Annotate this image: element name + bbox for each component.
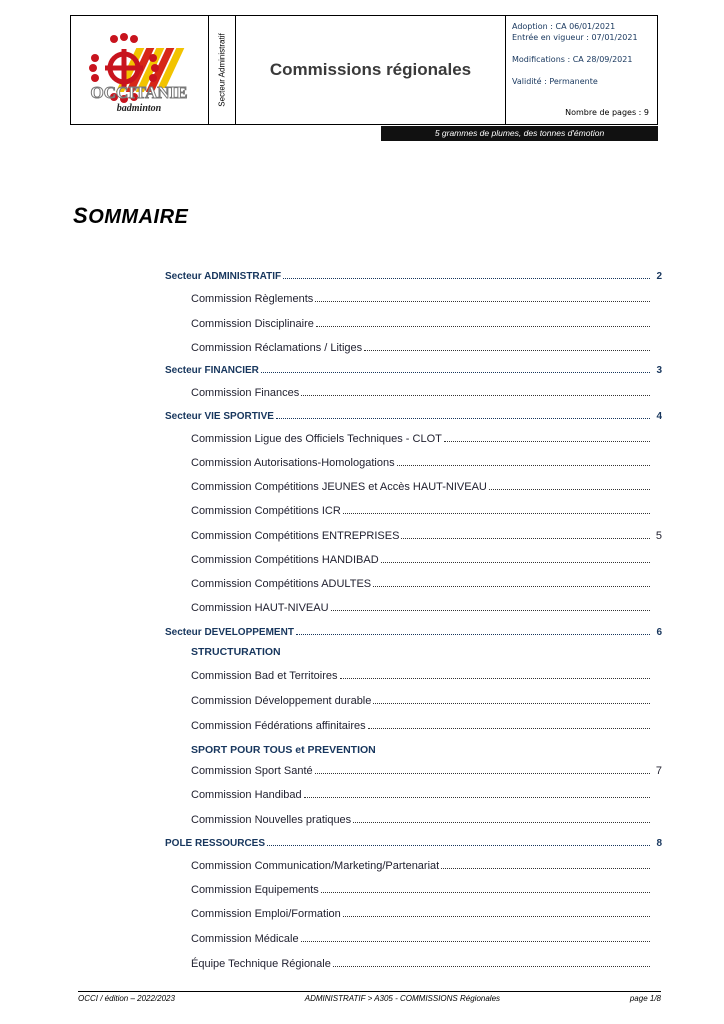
toc-entry[interactable] [191,599,662,614]
toc-entry-label: Commission Compétitions HANDIBAD [191,554,379,566]
toc-entry[interactable] [191,955,662,970]
toc-entry-label: Commission Fédérations affinitaires [191,720,366,732]
footer-page: page 1/8 [629,994,661,1003]
toc-leader-dots [368,728,650,729]
toc-page-number: 3 [656,365,662,376]
toc-entry-label: Commission Handibad [191,789,302,801]
toc-page-number: 4 [656,411,662,422]
entree-text: Entrée en vigueur : 07/01/2021 [512,33,638,42]
toc-entry-label: Équipe Technique Régionale [191,958,331,970]
toc-subheading[interactable] [191,643,662,658]
info-cell [506,16,657,124]
toc-leader-dots [301,941,650,942]
toc-entry-label: STRUCTURATION [191,646,281,658]
toc-entry[interactable] [191,786,662,801]
footer-path: ADMINISTRATIF > A305 - COMMISSIONS Régionales [304,994,501,1003]
toc-section-entry[interactable] [165,623,662,638]
toc-entry[interactable] [191,857,662,872]
toc-leader-dots [364,350,650,351]
logo-cell [71,16,209,124]
toc-leader-dots [261,372,650,373]
toc-entry[interactable] [191,478,662,493]
toc-entry[interactable] [191,575,662,590]
toc-entry[interactable] [191,502,662,517]
toc-entry[interactable] [191,551,662,566]
toc-page-number: 6 [656,627,662,638]
toc-entry[interactable] [191,905,662,920]
toc-leader-dots [353,822,650,823]
validite-text: Validité : Permanente [512,77,598,86]
sommaire-initial: S [73,203,89,228]
toc-entry[interactable] [191,881,662,896]
toc-entry[interactable] [191,717,662,732]
toc-leader-dots [296,634,650,635]
toc-leader-dots [333,966,650,967]
toc-entry-label: Commission Nouvelles pratiques [191,814,352,826]
toc-leader-dots [444,441,650,442]
sommaire-heading [73,203,188,229]
toc-entry-label: Commission Médicale [191,933,299,945]
document-title: Commissions régionales [269,60,472,79]
toc-entry[interactable] [191,527,662,542]
toc-entry[interactable] [191,290,662,305]
toc-leader-dots [304,797,650,798]
toc-entry-label: Commission Disciplinaire [191,318,314,330]
toc-page-number: 2 [656,271,662,282]
occitanie-badminton-logo [71,16,207,124]
toc-leader-dots [381,562,650,563]
toc-page-number: 5 [655,530,662,542]
modifications-text: Modifications : CA 28/09/2021 [512,55,633,64]
toc-entry-label: SPORT POUR TOUS et PREVENTION [191,744,376,756]
adoption-text: Adoption : CA 06/01/2021 [512,22,616,31]
toc-entry[interactable] [191,692,662,707]
toc-leader-dots [321,892,650,893]
toc-entry-label: Commission Finances [191,387,300,399]
toc-entry-label: Secteur ADMINISTRATIF [165,271,282,282]
toc-entry[interactable] [191,430,662,445]
toc-entry-label: Secteur DEVELOPPEMENT [165,627,294,638]
toc-subheading[interactable] [191,741,662,756]
toc-entry[interactable] [191,339,662,354]
toc-leader-dots [397,465,650,466]
toc-leader-dots [315,301,650,302]
svg-text:badminton: badminton [116,103,162,114]
toc-leader-dots [301,395,650,396]
toc-entry[interactable] [191,667,662,682]
toc-leader-dots [316,326,650,327]
sector-cell [209,16,236,124]
toc-leader-dots [315,773,650,774]
footer-edition: OCCI / édition – 2022/2023 [78,994,175,1003]
toc-entry-label: Secteur VIE SPORTIVE [165,411,274,422]
toc-leader-dots [489,489,650,490]
document-header [70,15,658,125]
toc-entry[interactable] [191,315,662,330]
toc-entry-label: Commission Communication/Marketing/Partenariat [191,860,440,872]
toc-entry-label: Commission Autorisations-Homologations [191,457,395,469]
toc-leader-dots [276,418,650,419]
toc-entry[interactable] [191,762,662,777]
sector-label: Secteur Administratif [217,33,227,107]
title-cell [236,16,506,124]
toc-entry-label: Commission Emploi/Formation [191,908,341,920]
toc-entry-label: Commission HAUT-NIVEAU [191,602,329,614]
svg-text:OCCITANIE: OCCITANIE [90,83,188,102]
toc-page-number: 8 [656,838,662,849]
pages-count: Nombre de pages : 9 [565,108,649,117]
toc-section-entry[interactable] [165,407,662,422]
toc-entry-label: Commission Ligue des Officiels Techniques - CLOT [191,433,442,445]
motto-banner: 5 grammes de plumes, des tonnes d'émotion [381,126,658,141]
toc-entry-label: Commission Compétitions ENTREPRISES [191,530,400,542]
toc-entry[interactable] [191,811,662,826]
toc-leader-dots [373,703,650,704]
toc-entry[interactable] [191,930,662,945]
toc-section-entry[interactable] [165,361,662,376]
toc-entry[interactable] [191,384,662,399]
toc-page-number: 7 [655,765,662,777]
toc-entry-label: Commission Compétitions JEUNES et Accès HAUT-NIVEAU [191,481,487,493]
toc-leader-dots [340,678,650,679]
toc-entry-label: Commission Règlements [191,293,314,305]
toc-leader-dots [343,513,650,514]
toc-leader-dots [331,610,650,611]
toc-entry-label: Commission Equipements [191,884,319,896]
toc-entry-label: Commission Sport Santé [191,765,313,777]
toc-entry-label: Commission Compétitions ICR [191,505,341,517]
toc-entry-label: Commission Réclamations / Litiges [191,342,363,354]
toc-leader-dots [401,538,650,539]
toc-entry[interactable] [191,454,662,469]
toc-section-entry[interactable] [165,834,662,849]
sommaire-rest: OMMAIRE [88,206,189,228]
toc-entry-label: Commission Compétitions ADULTES [191,578,372,590]
toc-section-entry[interactable] [165,267,662,282]
toc-leader-dots [373,586,650,587]
page-footer [78,991,661,1003]
toc-entry-label: POLE RESSOURCES [165,838,266,849]
toc-leader-dots [283,278,650,279]
toc-entry-label: Commission Développement durable [191,695,372,707]
toc-entry-label: Secteur FINANCIER [165,365,259,376]
toc-entry-label: Commission Bad et Territoires [191,670,338,682]
toc-leader-dots [267,845,650,846]
toc-leader-dots [441,868,650,869]
toc-leader-dots [343,916,650,917]
